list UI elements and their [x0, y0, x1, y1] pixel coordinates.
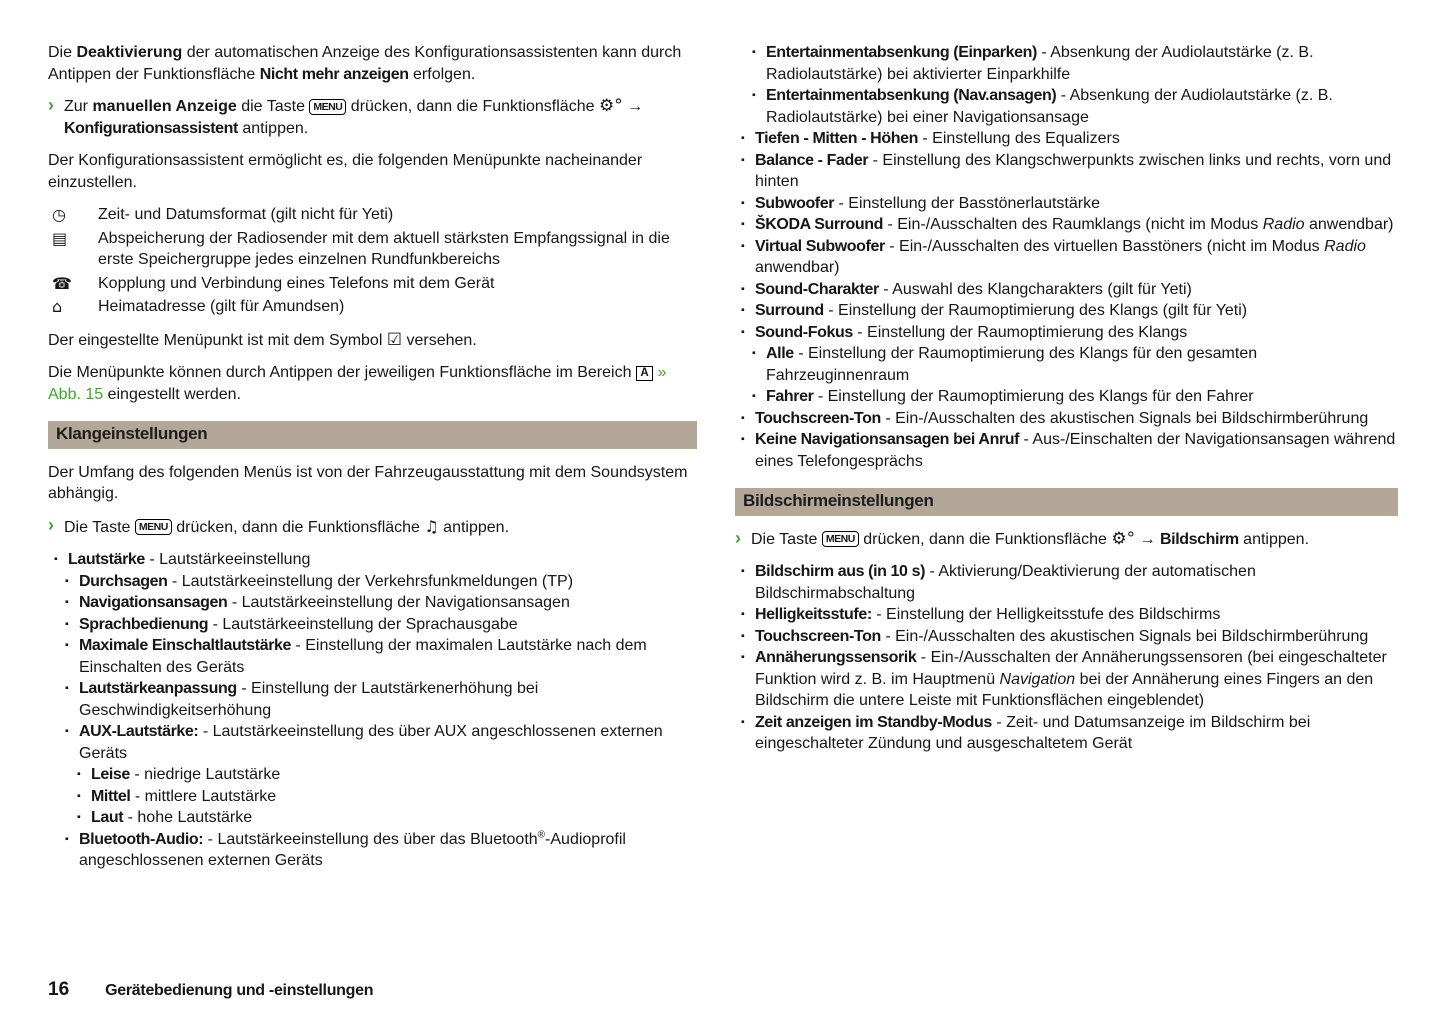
text-run: versehen.: [402, 331, 477, 349]
italic-text: Navigation: [999, 670, 1076, 688]
page-number: 16: [48, 978, 70, 1000]
bullet-list-item: [735, 236, 1398, 279]
bullet-icon: ▪: [65, 682, 69, 694]
bullet-icon: ▪: [741, 239, 745, 252]
bullet-list-item: [735, 128, 1398, 150]
menu-term: Fahrer: [766, 388, 814, 405]
text-run: anwendbar): [755, 259, 840, 276]
setup-item: [48, 296, 697, 318]
clock-icon: ◷: [52, 205, 66, 224]
menu-term: Keine Navigationsansagen bei Anruf: [755, 431, 1020, 448]
paragraph-assistant-intro: [48, 150, 697, 193]
text-run: drücken, dann die Funktionsfläche: [171, 518, 425, 536]
text-run: Die: [48, 44, 77, 61]
menu-term: Touchscreen-Ton: [755, 627, 881, 645]
chapter-title: Gerätebedienung und -einstellungen: [105, 981, 374, 999]
text-run: - Ein-/Ausschalten des akustischen Signals bei Bildschirmberührung: [880, 627, 1369, 645]
text-run: erfolgen.: [408, 65, 476, 83]
radio-icon: ▤: [52, 228, 68, 248]
gear-icon: ⚙°: [598, 96, 623, 116]
bullet-list-item: [735, 604, 1398, 626]
menu-term: Virtual Subwoofer: [755, 237, 885, 255]
phone-icon: ☎: [52, 273, 72, 293]
step-arrow-icon: ›: [48, 95, 54, 115]
italic-text: Radio: [1262, 216, 1305, 233]
menu-key-icon: MENU: [135, 519, 172, 535]
instruction-step-manual-display: [48, 96, 697, 139]
figure-reference-link[interactable]: » Abb. 15: [48, 364, 667, 403]
emphasis-text: Deaktivierung: [76, 44, 183, 61]
bullet-list-item: [735, 322, 1398, 344]
bullet-list-item: [735, 343, 1398, 386]
menu-term: Balance - Fader: [755, 151, 869, 169]
bullet-list-item: [735, 386, 1398, 408]
bullet-icon: ▪: [741, 565, 745, 577]
bullet-icon: ▪: [741, 651, 745, 663]
bullet-icon: ▪: [65, 639, 69, 651]
text-run: - Zeit- und Datumsanzeige im Bildschirm bei eingeschalteter Zündung und ausgeschaltetem Gerät: [755, 713, 1311, 752]
bullet-icon: ▪: [741, 153, 745, 166]
bullet-list-item: [735, 42, 1398, 85]
menu-term: Leise: [91, 766, 130, 783]
bullet-list-item: [735, 561, 1398, 604]
home-icon: ⌂: [52, 297, 63, 316]
menu-term: Sound-Charakter: [755, 280, 879, 298]
bullet-icon: ▪: [65, 617, 69, 630]
bullet-icon: ▪: [741, 218, 745, 230]
bullet-list-item: [48, 678, 697, 721]
bullet-list-item: [48, 764, 697, 786]
text-run: Die Taste: [64, 518, 135, 536]
bullet-icon: ▪: [77, 789, 81, 802]
menu-term: Lautstärkeanpassung: [79, 680, 237, 697]
menu-term: Bildschirm aus (in 10 s): [755, 563, 926, 580]
text-run: - niedrige Lautstärke: [129, 766, 281, 783]
menu-term: Annäherungssensorik: [755, 649, 917, 666]
bullet-list-item: [48, 829, 697, 872]
step-text: [751, 528, 1310, 549]
menu-key-icon: MENU: [309, 99, 346, 115]
text-run: - Lautstärkeeinstellung des über AUX angeschlossenen externen Geräts: [79, 723, 663, 762]
bullet-list-item: [735, 712, 1398, 755]
menu-term: Sound-Fokus: [755, 323, 853, 341]
bullet-list-item: [735, 193, 1398, 215]
text-run: Der eingestellte Menüpunkt ist mit dem Symbol: [48, 331, 387, 349]
paragraph-sound-scope: [48, 462, 697, 505]
section-header-display-settings: Bildschirmeinstellungen: [735, 488, 1398, 516]
bullet-icon: ▪: [752, 89, 756, 101]
text-run: - Aus-/Einschalten der Navigationsansagen während eines Telefongesprächs: [755, 431, 1396, 470]
text-run: - Lautstärkeeinstellung der Verkehrsfunkmeldungen (TP): [167, 572, 574, 590]
text-run: drücken, dann die Funktionsfläche: [346, 98, 599, 115]
text-run: - Lautstärkeeinstellung: [144, 551, 311, 568]
setup-item: [48, 204, 697, 226]
paragraph-deactivation: [48, 42, 697, 85]
bullet-icon: ▪: [752, 390, 756, 402]
bullet-list-item: [48, 571, 697, 593]
bullet-icon: ▪: [741, 132, 745, 144]
setup-item-text: Zeit- und Datumsformat (gilt nicht für Yeti): [98, 206, 394, 223]
menu-term: Laut: [91, 809, 124, 826]
text-run: - Einstellung der Raumoptimierung des Klangs: [852, 323, 1188, 341]
superscript: ®: [537, 829, 546, 841]
italic-text: Radio: [1324, 237, 1366, 255]
bullet-icon: ▪: [741, 304, 745, 316]
text-run: Die Menüpunkte können durch Antippen der jeweiligen Funktionsfläche im Bereich: [48, 364, 636, 381]
menu-term: Subwoofer: [755, 194, 835, 212]
bullet-icon: ▪: [65, 725, 69, 737]
bullet-icon: ▪: [752, 347, 756, 359]
bullet-list-item: [48, 786, 697, 808]
text-run: - Einstellung der Raumoptimierung des Klangs für den Fahrer: [813, 388, 1254, 405]
bullet-list-item: [735, 85, 1398, 128]
menu-term: Mittel: [91, 787, 131, 805]
step-text: [64, 98, 643, 137]
text-run: - Einstellung der Helligkeitsstufe des Bildschirms: [871, 606, 1221, 623]
volume-settings-list: [48, 549, 697, 872]
text-run: eingestellt werden.: [103, 385, 242, 403]
text-run: - Ein-/Ausschalten des virtuellen Basstöners (nicht im Modus: [884, 237, 1325, 255]
emphasis-text: manuellen Anzeige: [92, 98, 237, 115]
right-column: [735, 42, 1398, 884]
menu-term: Sprachbedienung: [79, 615, 209, 633]
menu-term: Konfigurationsassistent: [64, 119, 238, 137]
bullet-list-item: [735, 214, 1398, 236]
page-footer: [48, 979, 373, 1002]
text-run: antippen.: [1238, 530, 1310, 548]
text-run: antippen.: [438, 518, 510, 536]
bullet-icon: ▪: [741, 629, 745, 642]
text-run: - Lautstärkeeinstellung der Navigationsansagen: [227, 594, 570, 611]
bullet-icon: ▪: [65, 574, 69, 587]
paragraph-symbol-note: [48, 330, 697, 352]
menu-term: Bluetooth-Audio:: [79, 830, 204, 848]
text-run: anwendbar): [1304, 216, 1394, 233]
text-run: - Auswahl des Klangcharakters (gilt für Yeti): [878, 280, 1192, 298]
bullet-list-item: [735, 626, 1398, 648]
menu-term: Maximale Einschaltlautstärke: [79, 637, 292, 654]
text-run: - Einstellung des Klangschwerpunkts zwischen links und rechts, vorn und hinten: [755, 151, 1392, 190]
text-run: - Absenkung der Audiolautstärke (z. B. Radiolautstärke) bei einer Navigationsansage: [766, 87, 1333, 126]
menu-term: Lautstärke: [68, 551, 145, 568]
menu-term: Zeit anzeigen im Standby-Modus: [755, 713, 992, 731]
bullet-icon: ▪: [54, 553, 58, 565]
setup-item-text: Abspeicherung der Radiosender mit dem aktuell stärksten Empfangssignal in die erste Speichergruppe jedes einzelnen Rundfunkbereichs: [98, 229, 670, 268]
text-run: die Taste: [236, 98, 310, 115]
bullet-list-item: [735, 300, 1398, 322]
section-header-sound-settings: Klangeinstellungen: [48, 421, 697, 449]
menu-term: Nicht mehr anzeigen: [259, 65, 409, 83]
text-run: bei der Annäherung eines Fingers an den Bildschirm die untere Leiste mit Funktionsflächen eingeblendet): [755, 670, 1374, 709]
text-run: - mittlere Lautstärke: [130, 787, 277, 805]
text-run: Die Taste: [751, 530, 822, 548]
sound-icon: ♫: [424, 516, 439, 536]
text-run: - Aktivierung/Deaktivierung der automatischen Bildschirmabschaltung: [755, 563, 1256, 602]
text-run: drücken, dann die Funktionsfläche: [858, 530, 1112, 548]
menu-term: Bildschirm: [1160, 530, 1239, 548]
menu-term: Touchscreen-Ton: [755, 409, 881, 427]
bullet-list-item: [735, 429, 1398, 472]
menu-term: Tiefen - Mitten - Höhen: [755, 130, 918, 147]
bullet-icon: ▪: [741, 282, 745, 295]
bullet-list-item: [735, 647, 1398, 712]
text-run: - Einstellung der Raumoptimierung des Klangs (gilt für Yeti): [823, 302, 1248, 319]
gear-icon: ⚙°: [1111, 528, 1136, 549]
bullet-icon: ▪: [752, 46, 756, 58]
bullet-list-item: [48, 807, 697, 829]
menu-term: Entertainmentabsenkung (Einparken): [766, 44, 1037, 61]
bullet-list-item: [48, 721, 697, 764]
bullet-icon: ▪: [741, 715, 745, 728]
bullet-icon: ▪: [77, 811, 81, 823]
bullet-icon: ▪: [741, 325, 745, 338]
text-run: - Absenkung der Audiolautstärke (z. B. Radiolautstärke) bei aktivierter Einparkhilfe: [766, 44, 1314, 83]
text-run: →: [622, 98, 644, 115]
text-run: - Einstellung der Basstönerlautstärke: [834, 194, 1100, 212]
left-column: [48, 42, 697, 884]
menu-term: Surround: [755, 302, 824, 319]
bullet-list-item: [48, 635, 697, 678]
menu-term: Entertainmentabsenkung (Nav.ansagen): [766, 87, 1057, 104]
text-run: - Einstellung der Raumoptimierung des Klangs für den gesamten Fahrzeuginnenraum: [766, 345, 1258, 384]
text-run: - Lautstärkeeinstellung der Sprachausgabe: [208, 615, 518, 633]
text-run: - Lautstärkeeinstellung des über das Bluetooth: [203, 830, 538, 848]
text-run: - Einstellung der maximalen Lautstärke nach dem Einschalten des Geräts: [79, 637, 647, 676]
menu-term: Alle: [766, 345, 794, 362]
setup-items-list: [48, 204, 697, 318]
text-run: - Ein-/Ausschalten des akustischen Signals bei Bildschirmberührung: [880, 409, 1369, 427]
instruction-step-display-menu: [735, 529, 1398, 551]
bullet-list-item: [48, 549, 697, 571]
bullet-list-item: [48, 614, 697, 636]
text-run: antippen.: [237, 119, 309, 137]
step-arrow-icon: ›: [48, 514, 54, 535]
bullet-icon: ▪: [65, 596, 69, 608]
setup-item: [48, 228, 697, 271]
bullet-icon: ▪: [741, 608, 745, 620]
text-run: - Ein-/Ausschalten des Raumklangs (nicht im Modus: [883, 216, 1263, 233]
sound-settings-list: [735, 42, 1398, 472]
area-a-icon: A: [636, 366, 653, 381]
text-run: - Einstellung der Lautstärkenerhöhung bei Geschwindigkeitserhöhung: [79, 680, 539, 719]
text-run: →: [1135, 530, 1161, 548]
bullet-icon: ▪: [741, 196, 745, 209]
paragraph-area-reference: [48, 362, 697, 405]
bullet-icon: ▪: [65, 832, 69, 845]
step-arrow-icon: ›: [735, 527, 741, 548]
bullet-icon: ▪: [741, 411, 745, 424]
text-run: der automatischen Anzeige des Konfigurationsassistenten kann durch Antippen der Funktionsfläche: [48, 44, 682, 83]
text-run: Zur: [64, 98, 93, 115]
bullet-list-item: [735, 279, 1398, 301]
bullet-list-item: [735, 408, 1398, 430]
text-run: Der Konfigurationsassistent ermöglicht es, die folgenden Menüpunkte nacheinander einzustellen.: [48, 152, 643, 191]
bullet-list-item: [48, 592, 697, 614]
step-text: [64, 516, 510, 536]
checkbox-checked-icon: ☑: [386, 329, 403, 350]
text-run: - Einstellung des Equalizers: [917, 130, 1120, 147]
text-run: - hohe Lautstärke: [123, 809, 253, 826]
setup-item-text: Heimatadresse (gilt für Amundsen): [98, 298, 345, 315]
setup-item: [48, 273, 697, 295]
menu-term: AUX-Lautstärke:: [79, 723, 199, 740]
instruction-step-sound-menu: [48, 516, 697, 539]
text-run: -Audioprofil angeschlossenen externen Geräts: [79, 830, 626, 869]
bullet-icon: ▪: [741, 433, 745, 445]
bullet-icon: ▪: [77, 768, 81, 780]
menu-term: Navigationsansagen: [79, 594, 228, 611]
menu-key-icon: MENU: [822, 531, 859, 547]
display-settings-list: [735, 561, 1398, 755]
text-run: Der Umfang des folgenden Menüs ist von der Fahrzeugausstattung mit dem Soundsystem abhängig.: [48, 463, 688, 502]
bullet-list-item: [735, 150, 1398, 193]
text-run: - Ein-/Ausschalten der Annäherungssensoren (bei eingeschalteter Funktion wird z. B. im Hauptmenü: [755, 649, 1387, 688]
menu-term: ŠKODA Surround: [755, 216, 884, 233]
menu-term: Helligkeitsstufe:: [755, 606, 872, 623]
setup-item-text: Kopplung und Verbindung eines Telefons mit dem Gerät: [98, 274, 495, 292]
menu-term: Durchsagen: [79, 572, 168, 590]
